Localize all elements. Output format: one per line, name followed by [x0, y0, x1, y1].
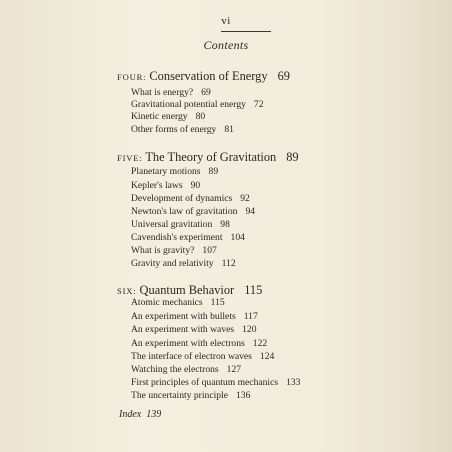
toc-entry	[131, 377, 300, 389]
index-entry	[119, 409, 161, 421]
index-label: Index	[119, 409, 142, 420]
entry-page: 94	[245, 206, 256, 217]
entry-title: What is energy?	[131, 87, 194, 98]
entry-title: What is gravity?	[131, 245, 195, 256]
entry-title: An experiment with electrons	[131, 338, 245, 349]
entry-title: Universal gravitation	[131, 219, 213, 230]
entry-title: Development of dynamics	[131, 193, 233, 204]
entry-page: 80	[195, 111, 206, 122]
toc-entry	[131, 180, 200, 192]
chapter-number: FOUR:	[117, 72, 147, 82]
entry-title: Gravitational potential energy	[131, 99, 246, 110]
toc-entry	[131, 258, 236, 270]
entry-page: 90	[190, 180, 201, 191]
chapter-number: FIVE:	[117, 153, 143, 163]
entry-page: 112	[221, 258, 236, 269]
entry-page: 115	[210, 297, 225, 308]
page-number: vi	[221, 15, 231, 27]
chapter-page: 115	[244, 283, 263, 297]
entry-title: An experiment with bullets	[131, 311, 236, 322]
entry-title: Newton's law of gravitation	[131, 206, 238, 217]
toc-entry	[131, 206, 255, 218]
entry-page: 107	[202, 245, 217, 256]
entry-title: Watching the electrons	[131, 364, 219, 375]
entry-title: Kepler's laws	[131, 180, 183, 191]
entry-page: 133	[286, 377, 301, 388]
toc-entry	[131, 87, 211, 99]
entry-page: 136	[235, 390, 251, 401]
toc-entry	[131, 193, 250, 205]
entry-page: 72	[253, 99, 264, 110]
chapter-page: 69	[277, 69, 290, 83]
toc-entry	[131, 297, 225, 309]
running-head: Contents	[203, 38, 249, 52]
toc-entry	[131, 99, 264, 111]
chapter-number: SIX:	[117, 286, 137, 296]
chapter-title: The Theory of Gravitation	[145, 150, 277, 164]
entry-page: 122	[252, 338, 268, 349]
chapter-title: Conservation of Energy	[149, 69, 268, 83]
toc-entry	[131, 324, 257, 336]
entry-page: 120	[242, 324, 257, 335]
entry-page: 124	[259, 351, 275, 362]
entry-page: 81	[224, 124, 234, 135]
entry-title: First principles of quantum mechanics	[131, 377, 279, 388]
entry-page: 92	[240, 193, 250, 204]
toc-entry	[131, 219, 230, 231]
toc-entry	[131, 338, 267, 350]
toc-entry	[131, 351, 274, 363]
entry-page: 89	[208, 166, 219, 177]
toc-entry	[131, 124, 234, 136]
entry-page: 104	[230, 232, 245, 243]
toc-entry	[131, 311, 258, 323]
page-curve-shadow	[392, 0, 452, 452]
entry-title: Atomic mechanics	[131, 297, 203, 308]
chapter-title: Quantum Behavior	[139, 283, 235, 297]
entry-page: 69	[201, 87, 211, 98]
entry-title: Cavendish's experiment	[131, 232, 223, 243]
index-page: 139	[146, 409, 162, 420]
toc-entry	[131, 166, 218, 178]
header-rule	[221, 31, 271, 32]
toc-entry	[131, 245, 217, 257]
entry-title: Other forms of energy	[131, 124, 217, 135]
toc-entry	[131, 232, 245, 244]
entry-page: 117	[243, 311, 258, 322]
entry-page: 127	[226, 364, 242, 375]
entry-title: Kinetic energy	[131, 111, 188, 122]
toc-entry	[131, 111, 205, 123]
entry-title: The interface of electron waves	[131, 351, 252, 362]
toc-entry	[131, 390, 250, 402]
chapter-heading-four	[117, 69, 290, 85]
entry-title: An experiment with waves	[131, 324, 235, 335]
entry-title: Gravity and relativity	[131, 258, 214, 269]
chapter-page: 89	[286, 150, 299, 164]
entry-page: 98	[220, 219, 230, 230]
toc-entry	[131, 364, 241, 376]
entry-title: Planetary motions	[131, 166, 201, 177]
chapter-heading-five	[117, 150, 299, 166]
entry-title: The uncertainty principle	[131, 390, 228, 401]
